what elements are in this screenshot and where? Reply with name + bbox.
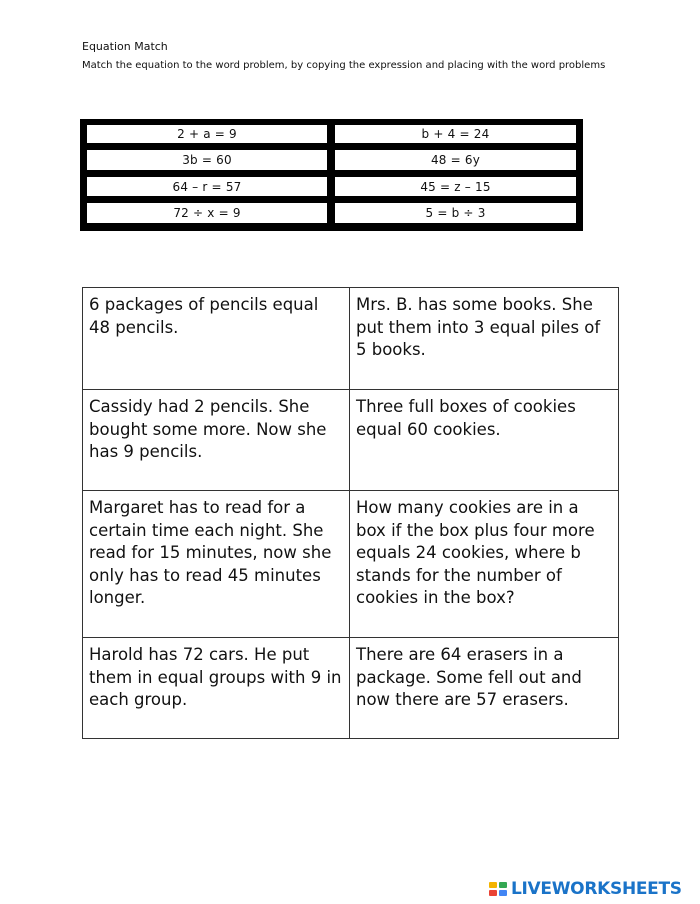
word-problem-cell: Margaret has to read for a certain time each night. She read for 15 minutes, now she only has to read 45 minutes longer. [83, 491, 350, 638]
equation-table [80, 119, 583, 231]
page-title: Equation Match [82, 40, 168, 53]
instructions-text: Match the equation to the word problem, by copying the expression and placing with the word problems [82, 60, 606, 71]
table-row [83, 390, 619, 491]
word-problem-cell: Three full boxes of cookies equal 60 cookies. [350, 390, 619, 491]
liveworksheets-logo-icon [488, 879, 508, 899]
table-row [83, 491, 619, 638]
equation-cell: 45 = z – 15 [335, 177, 576, 196]
equation-cell: 5 = b ÷ 3 [335, 203, 576, 223]
word-problem-cell: Mrs. B. has some books. She put them into 3 equal piles of 5 books. [350, 288, 619, 390]
equation-cell: 2 + a = 9 [87, 125, 327, 143]
word-problem-cell: There are 64 erasers in a package. Some fell out and now there are 57 erasers. [350, 638, 619, 739]
word-problem-cell: Harold has 72 cars. He put them in equal groups with 9 in each group. [83, 638, 350, 739]
table-row [83, 288, 619, 390]
liveworksheets-watermark [488, 878, 682, 900]
equation-cell: b + 4 = 24 [335, 125, 576, 143]
word-problem-cell: 6 packages of pencils equal 48 pencils. [83, 288, 350, 390]
word-problem-cell: Cassidy had 2 pencils. She bought some more. Now she has 9 pencils. [83, 390, 350, 491]
watermark-text: LIVEWORKSHEETS [511, 879, 682, 899]
word-problem-cell: How many cookies are in a box if the box plus four more equals 24 cookies, where b stands for the number of cookies in the box? [350, 491, 619, 638]
word-problem-table [82, 287, 619, 739]
table-row [83, 638, 619, 739]
equation-cell: 72 ÷ x = 9 [87, 203, 327, 223]
equation-cell: 64 – r = 57 [87, 177, 327, 196]
equation-cell: 48 = 6y [335, 150, 576, 170]
equation-cell: 3b = 60 [87, 150, 327, 170]
